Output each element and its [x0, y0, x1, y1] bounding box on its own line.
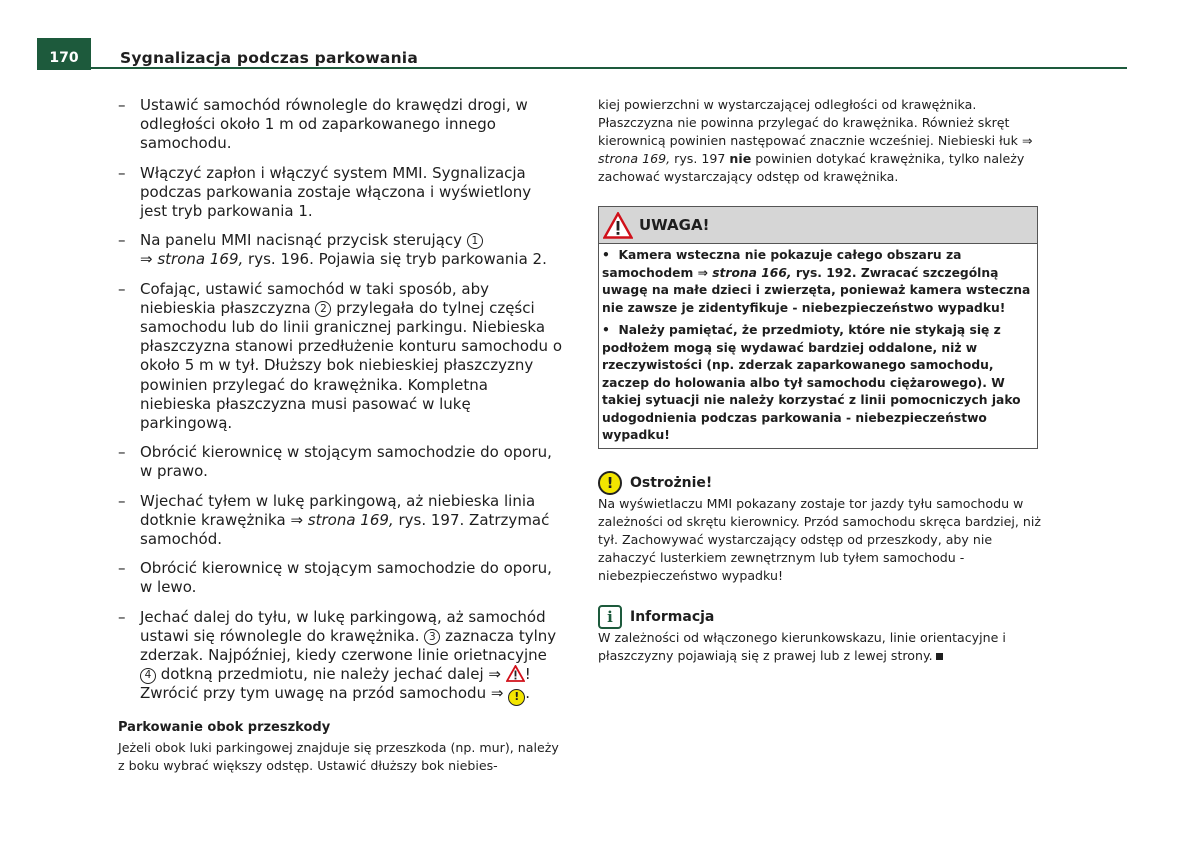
caution-icon: !	[598, 471, 622, 495]
warning-header	[599, 207, 1037, 244]
step-5: – Obrócić kierownicę w stojącym samochodzie do oporu, w prawo.	[118, 443, 552, 481]
section-subheading: Parkowanie obok przeszkody	[118, 719, 331, 735]
continued-paragraph: kiej powierzchni w wystarczającej odległości od krawężnika. Płaszczyzna nie powinna przylegać do krawężnika. Również skręt kierownicą powinien następować znacznie wcześniej. Niebieski łuk ⇒ strona 169, rys. 197 nie powinien dotykać krawężnika, tylko należy zachować wystarczający odstęp od krawężnika.	[598, 97, 1033, 184]
step-1: – Ustawić samochód równolegle do krawędzi drogi, w odległości około 1 m od zaparkowanego innego samochodu.	[118, 96, 528, 153]
step-3: – Na panelu MMI nacisnąć przycisk sterujący 1 ⇒ strona 169, rys. 196. Pojawia się tryb parkowania 2.	[118, 231, 547, 269]
info-heading	[598, 605, 1042, 629]
warning-item: • Kamera wsteczna nie pokazuje całego obszaru za samochodem ⇒ strona 166, rys. 192. Zwracać szczególną uwagę na małe dzieci i zwierzęta, ponieważ kamera wsteczna nie zawsze je zidentyfikuje - niebezpieczeństwo wypadku!	[602, 248, 1031, 315]
instruction-steps	[118, 96, 562, 706]
warning-triangle-icon	[603, 212, 633, 239]
warning-box	[598, 206, 1038, 449]
caution-heading	[598, 471, 1042, 495]
page-header-title: Sygnalizacja podczas parkowania	[120, 49, 418, 67]
warning-item: • Należy pamiętać, że przedmioty, które nie stykają się z podłożem mogą się wydawać bardziej oddalone, niż w rzeczywistości (np. zderzak zaparkowanego samochodu, zaczep do holowania albo tył samochodu ciężarowego). W takiej sytuacji nie należy korzystać z linii pomocniczych jako udogodnienia podczas parkowania - niebezpieczeństwo wypadku!	[602, 323, 1021, 442]
caution-icon[interactable]: !	[508, 689, 525, 706]
page-reference[interactable]: strona 169,	[157, 250, 244, 269]
right-column	[598, 96, 1042, 665]
caution-title: Ostrożnie!	[630, 474, 713, 491]
warning-body	[599, 244, 1037, 448]
callout-1-icon: 1	[467, 233, 483, 249]
warning-triangle-icon[interactable]	[506, 665, 525, 682]
end-of-section-mark	[936, 653, 943, 660]
page-number: 170	[37, 38, 91, 70]
left-column	[118, 96, 562, 775]
warning-title: UWAGA!	[639, 216, 710, 234]
section-paragraph: Jeżeli obok luki parkingowej znajduje się przeszkoda (np. mur), należy z boku wybrać większy odstęp. Ustawić dłuższy bok niebies-	[118, 739, 559, 773]
step-4: – Cofając, ustawić samochód w taki sposób, aby niebieskia płaszczyzna 2 przylegała do tylnej części samochodu lub do linii granicznej parkingu. Niebieska płaszczyzna stanowi przedłużenie konturu samochodu o około 5 m w tył. Dłuższy bok niebieskiej płaszczyzny powinien przylegać do krawężnika. Kompletna niebieska płaszczyzna musi pasować w lukę parkingową.	[118, 279, 562, 433]
callout-4-icon: 4	[140, 668, 156, 684]
callout-2-icon: 2	[315, 301, 331, 317]
callout-3-icon: 3	[424, 629, 440, 645]
caution-text: Na wyświetlaczu MMI pokazany zostaje tor jazdy tyłu samochodu w zależności od skrętu kierownicy. Przód samochodu skręca bardziej, niż tył. Zachowywać wystarczający odstęp od przeszkody, aby nie zahaczyć lusterkiem zewnętrznym lub tyłem samochodu - niebezpieczeństwo wypadku!	[598, 495, 1042, 583]
step-2: – Włączyć zapłon i włączyć system MMI. Sygnalizacja podczas parkowania zostaje włączona i wyświetlony jest tryb parkowania 1.	[118, 163, 532, 221]
step-6: – Wjechać tyłem w lukę parkingową, aż niebieska linia dotknie krawężnika ⇒ strona 169, rys. 197. Zatrzymać samochód.	[118, 491, 550, 549]
page-reference[interactable]: strona 169,	[307, 510, 394, 529]
info-icon: i	[598, 605, 622, 629]
step-7: – Obrócić kierownicę w stojącym samochodzie do oporu, w lewo.	[118, 559, 552, 597]
page-reference[interactable]: strona 169,	[598, 151, 671, 166]
step-8: – Jechać dalej do tyłu, w lukę parkingową, aż samochód ustawi się równolegle do krawężnika. 3 zaznacza tylny zderzak. Najpóźniej, kiedy czerwone linie orietnacyjne 4 dotkną przedmiotu, nie należy jechać dalej ⇒ ! Zwrócić przy tym uwagę na przód samochodu ⇒ ! .	[118, 608, 562, 706]
header-rule	[91, 67, 1127, 69]
info-title: Informacja	[630, 608, 715, 625]
info-text: W zależności od włączonego kierunkowskazu, linie orientacyjne i płaszczyzny pojawiają się z prawej lub z lewej strony.	[598, 629, 1006, 663]
